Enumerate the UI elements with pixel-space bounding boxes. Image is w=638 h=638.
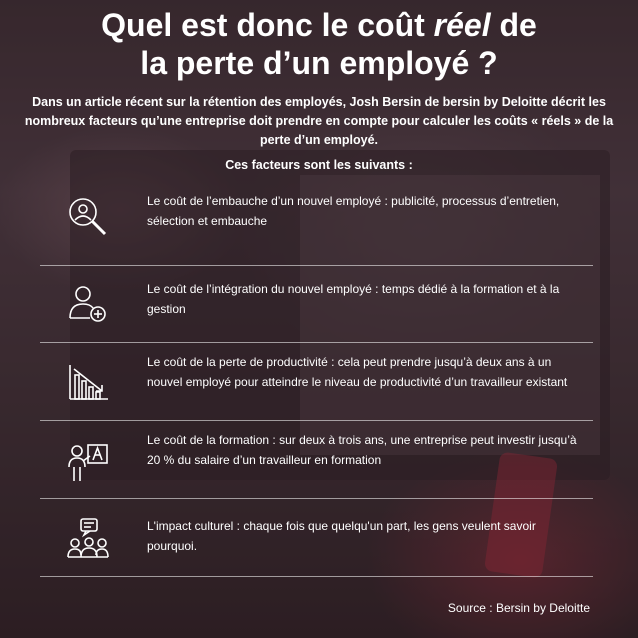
- magnifier-person-icon: [66, 195, 110, 239]
- factor-item-onboarding: [40, 266, 593, 343]
- title-part2: de: [490, 7, 537, 43]
- factor-text: Le coût de la perte de productivité : cela peut prendre jusqu’à deux ans à un nouvel employé pour atteindre le niveau de productivité d’un travailleur existant: [147, 355, 568, 389]
- group-chat-icon: [66, 517, 110, 561]
- source-credit: Source : Bersin by Deloitte: [447, 601, 590, 615]
- factor-item-training: [40, 421, 593, 499]
- factor-text: L'impact culturel : chaque fois que quelqu'un part, les gens veulent savoir pourquoi.: [147, 519, 536, 553]
- subheading: Ces facteurs sont les suivants :: [225, 158, 413, 172]
- factor-item-hiring: [40, 184, 593, 266]
- intro-paragraph: Dans un article récent sur la rétention des employés, Josh Bersin de bersin by Deloitte décrit les nombreux facteurs qu’une entreprise doit prendre en compte pour calculer les coûts « réels » de la perte d’un employé.: [24, 95, 614, 147]
- title-line2: la perte d’un employé ?: [140, 45, 498, 81]
- factor-text: Le coût de l’intégration du nouvel employé : temps dédié à la formation et à la gestion: [147, 282, 560, 316]
- title-part1: Quel est donc le coût: [101, 7, 434, 43]
- trainer-board-icon: [66, 439, 110, 483]
- title-emphasis: réel: [433, 7, 491, 43]
- factor-text: Le coût de l’embauche d’un nouvel employé : publicité, processus d’entretien, sélection et embauche: [147, 194, 560, 228]
- add-person-icon: [66, 282, 110, 326]
- factor-item-culture: [40, 499, 593, 577]
- declining-chart-icon: [66, 361, 110, 405]
- page-title: [0, 6, 638, 82]
- factor-text: Le coût de la formation : sur deux à trois ans, une entreprise peut investir jusqu’à 20 % du salaire d’un travailleur en formation: [147, 433, 577, 467]
- factor-item-productivity: [40, 343, 593, 421]
- factor-list: [40, 184, 593, 577]
